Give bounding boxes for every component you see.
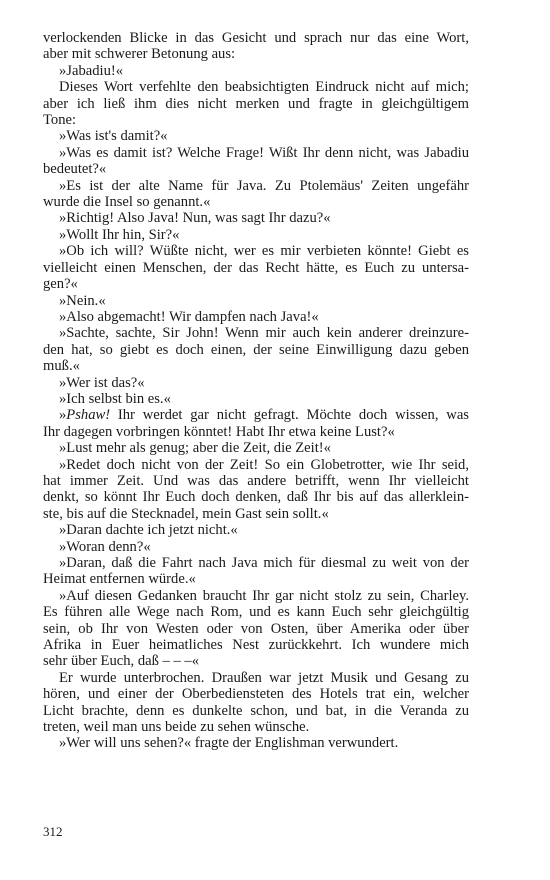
text-line: Er wurde unterbrochen. Draußen war jetzt Musik und Gesang zu	[59, 669, 469, 686]
paragraph	[43, 210, 469, 226]
text-line: aber ich ließ ihm dies nicht merken und fragte in gleichgültigem	[43, 95, 469, 112]
paragraph	[43, 555, 469, 588]
italic-word: Pshaw!	[66, 407, 111, 424]
text-line: gen?«	[43, 276, 78, 293]
text-line: »Wollt Ihr hin, Sir?«	[59, 226, 180, 243]
text-line: »Auf diesen Gedanken braucht Ihr gar nicht stolz zu sein, Charley.	[59, 587, 469, 604]
text-line: »Daran, daß die Fahrt nach Java mich für diesmal zu weit von der	[59, 555, 469, 571]
opening-quote: »	[59, 407, 67, 424]
paragraph	[43, 539, 469, 555]
text-line: »Ob ich will? Wüßte nicht, wer es mir verbieten könnte! Giebt es	[59, 243, 469, 260]
paragraph	[43, 128, 469, 144]
text-line: »Es ist der alte Name für Java. Zu Ptolemäus' Zeiten ungefähr	[59, 177, 469, 194]
text-line: »Was es damit ist? Welche Frage! Wißt Ihr denn nicht, was Jabadiu	[59, 144, 469, 161]
text-line: »Redet doch nicht von der Zeit! So ein Globetrotter, wie Ihr seid,	[59, 456, 469, 473]
text-line: Tone:	[43, 112, 77, 129]
text-line: hören, und einer der Oberbediensteten des Hotels trat ein, welcher	[43, 686, 469, 703]
text-line: »Wer ist das?«	[59, 374, 145, 391]
paragraph	[43, 670, 469, 736]
text-line: verlockenden Blicke in das Gesicht und sprach nur das eine Wort,	[43, 30, 469, 46]
text-line: »Richtig! Also Java! Nun, was sagt Ihr dazu?«	[59, 210, 331, 227]
page-number: 312	[43, 824, 63, 839]
text-line: »Woran denn?«	[59, 538, 151, 555]
text-line: Afrika in Euer heimatliches Nest zurückkehrt. Ich wundere mich	[43, 637, 469, 654]
paragraph	[43, 243, 469, 292]
text-line: »Ich selbst bin es.«	[59, 390, 171, 407]
line-text: Ihr werdet gar nicht gefragt. Möchte doch wissen, was	[110, 407, 469, 424]
paragraph	[43, 178, 469, 211]
text-line: Es führen alle Wege nach Rom, und es kann Euch sehr gleichgültig	[43, 604, 469, 621]
text-line: »Lust mehr als genug; aber die Zeit, die Zeit!«	[59, 440, 331, 457]
text-line: aber mit schwerer Betonung aus:	[43, 46, 236, 63]
paragraph	[43, 391, 469, 407]
text-line: den hat, so giebt es doch einen, der seine Einwilligung dazu geben	[43, 341, 469, 358]
text-line: treten, weil man uns beide zu sehen wünsche.	[43, 719, 310, 736]
text-line: vielleicht einen Menschen, der das Recht hätte, es Euch zu untersa-	[43, 259, 469, 276]
paragraph	[43, 522, 469, 538]
paragraph	[43, 440, 469, 456]
text-line: bedeutet?«	[43, 161, 107, 178]
text-line: Heimat entfernen würde.«	[43, 571, 196, 588]
paragraph	[43, 30, 469, 63]
text-line: »Sachte, sachte, Sir John! Wenn mir auch kein anderer dreinzure-	[59, 325, 469, 342]
text-line: »Nein.«	[59, 292, 106, 309]
text-line: sein, ob Ihr von Westen oder von Osten, über Amerika oder über	[43, 620, 469, 637]
paragraph	[43, 457, 469, 523]
paragraph	[43, 309, 469, 325]
text-line	[43, 407, 469, 423]
paragraph	[43, 293, 469, 309]
text-line: hat immer Zeit. Und was das andere betrifft, wenn Ihr vielleicht	[43, 472, 469, 489]
text-line: Licht brachte, denn es dunkelte schon, und bat, in die Veranda zu	[43, 702, 469, 719]
text-line: sehr über Euch, daß – – –«	[43, 653, 200, 670]
paragraph	[43, 79, 469, 128]
text-line: »Daran dachte ich jetzt nicht.«	[59, 522, 238, 539]
text-line: Ihr dagegen vorbringen könntet! Habt Ihr etwa keine Lust?«	[43, 423, 395, 440]
page-body	[43, 30, 469, 752]
text-line: »Jabadiu!«	[59, 62, 124, 79]
text-line: »Also abgemacht! Wir dampfen nach Java!«	[59, 308, 319, 325]
text-line: ste, bis auf die Stecknadel, mein Gast sein sollt.«	[43, 505, 329, 522]
text-line: »Was ist's damit?«	[59, 128, 168, 145]
text-line: denkt, so könnt Ihr Euch doch denken, daß Ihr bis auf das allerklein-	[43, 489, 469, 506]
text-line: muß.«	[43, 358, 80, 375]
paragraph	[43, 407, 469, 440]
text-line: wurde die Insel so genannt.«	[43, 194, 211, 211]
text-line: »Wer will uns sehen?« fragte der Englishman verwundert.	[59, 735, 399, 752]
paragraph	[43, 588, 469, 670]
paragraph	[43, 145, 469, 178]
paragraph	[43, 375, 469, 391]
paragraph	[43, 735, 469, 751]
text-line: Dieses Wort verfehlte den beabsichtigten Eindruck nicht auf mich;	[59, 79, 469, 96]
paragraph	[43, 325, 469, 374]
paragraph	[43, 227, 469, 243]
paragraph	[43, 63, 469, 79]
